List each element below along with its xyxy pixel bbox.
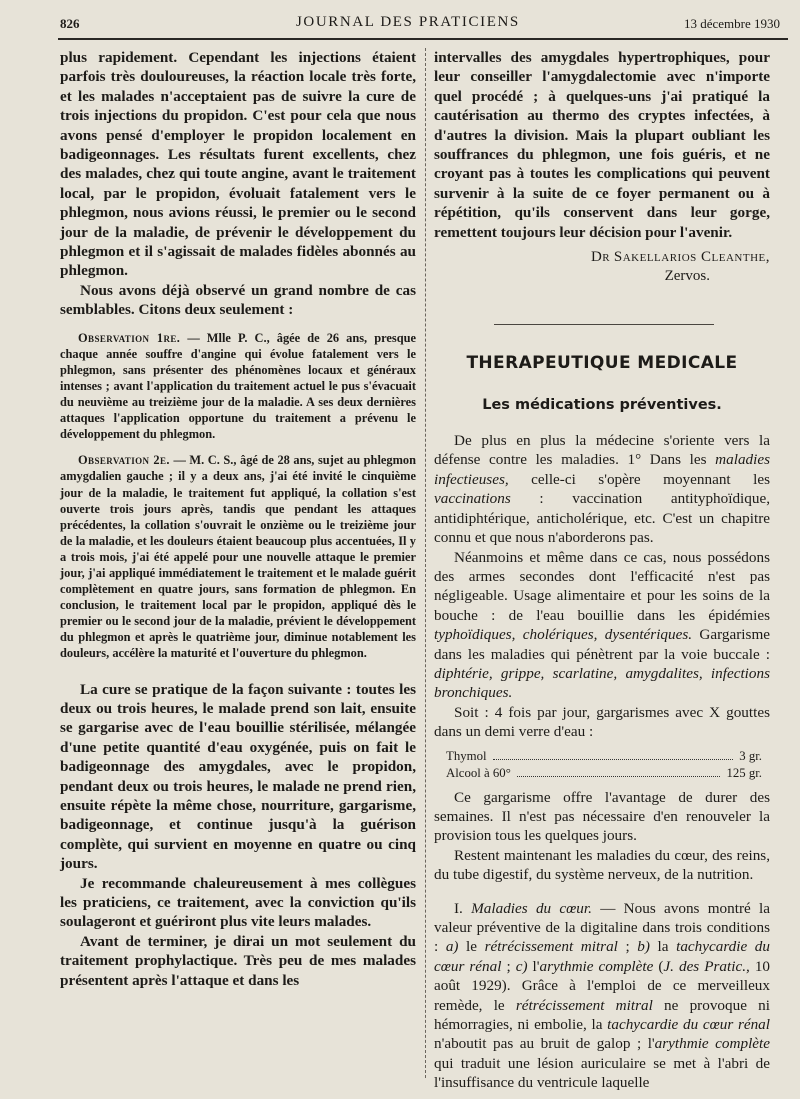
italic-run: Maladies du cœur.: [471, 899, 592, 917]
observation-1: [60, 330, 416, 443]
paragraph: [434, 548, 770, 703]
italic-run: diphtérie, grippe, scarlatine, amygdalites, infections bronchiques.: [434, 664, 770, 702]
journal-title: JOURNAL DES PRATICIENS: [296, 14, 520, 30]
formula-quantity: 3 gr.: [739, 748, 762, 763]
formula-ingredient: Thymol: [446, 748, 487, 763]
italic-run: arythmie complète: [654, 1035, 770, 1053]
italic-run: J. des Pratic.,: [663, 957, 750, 975]
article-subtitle: Les médications préventives.: [482, 397, 722, 414]
text-run: (: [653, 957, 664, 975]
italic-run: b): [637, 938, 650, 956]
running-header: [60, 14, 780, 36]
text-run: : vaccination antityphoïdique, antidiphtérique, anticholérique, etc. C'est un chapitre connu et que nous n'aborderons pas.: [434, 490, 770, 547]
section-title: THERAPEUTIQUE MEDICALE: [466, 353, 738, 374]
leader-dots: [517, 765, 721, 777]
paragraph: Avant de terminer, je dirai un mot seulement du traitement prophylactique. Très peu de mes malades présentent après l'attaque et dans les: [60, 932, 416, 989]
italic-run: tachycardie du cœur rénal: [434, 938, 770, 975]
leader-dots: [493, 748, 734, 760]
text-run: qui traduit une lésion auriculaire se met à l'abri de l'insuffisance du ventricule laquelle: [434, 1054, 770, 1092]
italic-run: maladies infectieuses,: [434, 451, 770, 488]
italic-run: tachycardie du cœur rénal: [607, 1016, 770, 1034]
formula-ingredient: Alcool à 60°: [446, 765, 511, 780]
paragraph: [434, 431, 770, 547]
page-number: 826: [60, 16, 80, 31]
formula-row: [446, 748, 762, 765]
formula-table: [446, 748, 762, 782]
italic-run: vaccinations: [434, 490, 511, 508]
text-run: — Nous avons montré la valeur préventive de la digitaline dans trois conditions :: [434, 899, 770, 956]
italic-run: arythmie complète: [539, 957, 654, 975]
paragraph: [434, 899, 770, 1093]
italic-run: rétrécissement mitral: [484, 938, 618, 956]
paragraph: intervalles des amygdales hypertrophiques, pour leur conseiller l'amygdalectomie avec n'importe quel procédé ; à quelques-uns j'ai pratiqué la cautérisation au thermo des cryptes infectées, à d'autres la division. Mais la plupart oubliant les souffrances du phlegmon, une fois guéris, et ne croyant pas à toutes les complications qui peuvent survenir à la suite de ce foyer permanent ou à répétition, qu'ils conservent dans leur gorge, remettent toujours leur décision pour l'avenir.: [434, 49, 770, 241]
italic-run: rétrécissement mitral: [515, 996, 653, 1014]
issue-date: 13 décembre 1930: [683, 16, 780, 31]
text-run: ;: [617, 938, 638, 956]
signature-name: Sakellarios Cleanthe,: [613, 249, 770, 266]
left-column: [60, 48, 416, 990]
text-run: 10 août 1929). Grâce à l'emploi de ce merveilleux remède, le: [434, 957, 770, 1014]
formula-quantity: 125 gr.: [726, 765, 762, 780]
header-rule: [58, 38, 788, 40]
text-run: De plus en plus la médecine s'oriente vers la défense contre les maladies. 1° Dans les: [434, 432, 770, 469]
text-run: le: [458, 938, 485, 956]
observation-heading: Observation 1re.: [78, 330, 181, 345]
paragraph: Je recommande chaleureusement à mes collègues les praticiens, ce traitement, avec la conviction qu'ils soulageront et guériront plus vite leurs malades.: [60, 874, 416, 931]
italic-run: typhoïdiques, cholériques, dysentériques.: [434, 626, 693, 644]
text-run: la: [649, 938, 677, 956]
text-run: ;: [501, 957, 516, 975]
signature-title: Dr: [590, 249, 611, 266]
italic-run: a): [445, 938, 459, 956]
paragraph: Soit : 4 fois par jour, gargarismes avec X gouttes dans un demi verre d'eau :: [434, 703, 770, 741]
text-run: ne provoque ni hémorragies, ni embolie, la: [434, 996, 770, 1034]
italic-run: c): [515, 957, 528, 975]
paragraph: plus rapidement. Cependant les injections étaient parfois très douloureuses, la réaction locale très forte, et les malades n'acceptaient pas de suivre la cure de trois injections du propidon. C'est pour cela que nous avons pensé d'employer le propidon localement en badigeonnages. Les résultats furent excellents, chez des malades, chez qui toute angine, avant le traitement local, par le propidon, évoluait fatalement vers le phlegmon, nous avions réussi, le premier ou le second jour de la maladie, de prévenir le développement du phlegmon et il s'agissait de malades fidèles abonnés au phlegmon.: [60, 49, 416, 280]
text-run: I.: [454, 899, 472, 917]
text-run: Gargarisme dans les maladies qui pénètrent par la voie buccale :: [434, 626, 770, 663]
section-divider: [494, 324, 714, 325]
signature-city: Zervos.: [664, 268, 710, 285]
formula-row: [446, 765, 762, 782]
observation-text: — M. C. S., âgé de 28 ans, sujet au phlegmon amygdalien gauche ; il y a deux ans, j'ai été invité le cinquième jour de la maladie, le traitement fut appliqué, la collation s'est ouverte trois jours après, tandis que pendant les attaques précédentes, la collation s'ouvrait le onzième ou le treizième jour de la maladie, et les douleurs étaient beaucoup plus accentuées, Il y a trois mois, j'ai été appelé pour une nouvelle attaque le premier jour, j'ai appliqué immédiatement le traitement et le malade guérit complètement en quatre jours, sans formation de phlegmon. En conclusion, le traitement local par le propidon, appliqué dès le premier ou le second jour de la maladie, prévient le développement du phlegmon et après le quatrième jour, diminue notablement les douleurs, accélère la maturité et l'ouverture du phlegmon.: [60, 453, 416, 661]
observation-2: [60, 452, 416, 661]
paragraph: Nous avons déjà observé un grand nombre de cas semblables. Citons deux seulement :: [60, 281, 416, 319]
text-run: n'aboutit pas au bruit de galop ; l': [434, 1035, 655, 1053]
observation-text: — Mlle P. C., âgée de 26 ans, presque chaque année souffre d'angine qui évolue fatalement vers le phlegmon, sans présenter des phénomènes locaux et généraux intenses ; avant l'application du traitement actuel le pus s'évacuait du neuvième au treizième jour de la maladie. A ses deux dernières attaques l'application opportune du traitement a prévenu le développement du phlegmon.: [60, 330, 416, 442]
paragraph: Ce gargarisme offre l'avantage de durer des semaines. Il n'est pas nécessaire d'en renouveler la provision tous les quelques jours.: [434, 788, 770, 845]
column-separator: [425, 48, 427, 1078]
text-run: Néanmoins et même dans ce cas, nous possédons des armes secondes dont l'efficacité n'est pas négligeable. Usage alimentaire et pour les soins de la bouche : de l'eau bouillie dans les épidémies: [434, 548, 770, 624]
right-column: [434, 48, 770, 1093]
text-run: celle-ci s'opère moyennant les: [508, 470, 770, 488]
observation-heading: Observation 2e.: [78, 453, 170, 468]
paragraph: La cure se pratique de la façon suivante : toutes les deux ou trois heures, le malade prend son lait, ensuite se gargarise avec de l'eau bouillie stérilisée, mélangée d'une petite quantité d'eau oxygénée, puis on fait le badigeonnage des amygdales, avec le propidon, pendant deux ou trois heures, le malade ne prend rien, ensuite répète la même chose, nourriture, gargarisme, badigeonnage, et continue jusqu'à la guérison complète, qui survient en moyenne en quatre ou cinq jours.: [60, 680, 416, 873]
paragraph: Restent maintenant les maladies du cœur, des reins, du tube digestif, du système nerveux, de la nutrition.: [434, 846, 770, 884]
signature: [434, 248, 770, 286]
text-run: l': [527, 957, 540, 975]
